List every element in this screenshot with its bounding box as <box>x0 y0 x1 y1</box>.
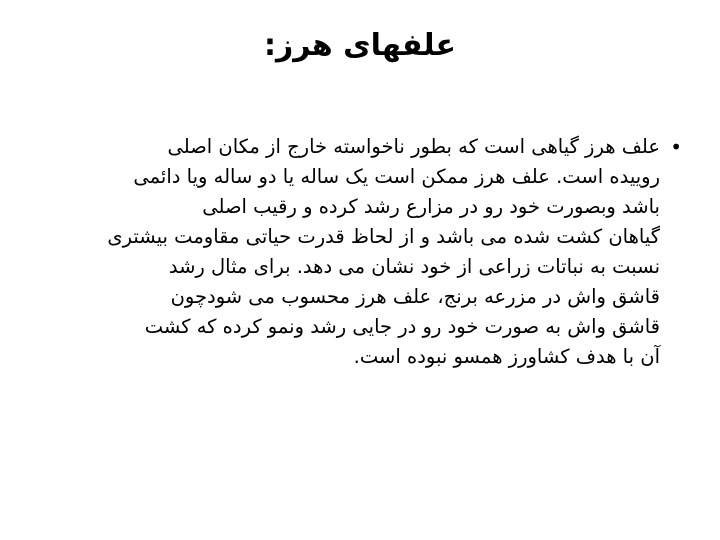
paragraph-line-7: قاشق واش به صورت خود رو در جایی رشد ونمو کرده که کشت <box>144 315 660 338</box>
paragraph-line-4: گیاهان کشت شده می باشد و از لحاظ قدرت حیاتی مقاومت بیشتری <box>107 225 660 248</box>
paragraph-line-8: آن با هدف کشاورز همسو نبوده است. <box>353 345 660 368</box>
paragraph-line-2: روییده است. علف هرز ممکن است یک ساله یا دو ساله ویا دائمی <box>133 165 660 188</box>
paragraph-line-1: علف هرز گیاهی است که بطور ناخواسته خارج از مکان اصلی <box>167 135 660 158</box>
paragraph-line-3: باشد وبصورت خود رو در مزارع رشد کرده و رقیب اصلی <box>202 195 660 218</box>
bullet-icon: • <box>670 135 682 159</box>
paragraph-line-5: نسبت به نباتات زراعی از خود نشان می دهد. برای مثال رشد <box>168 255 660 278</box>
bullet-paragraph <box>60 132 682 372</box>
slide-title: علفهای هرز: <box>263 28 457 63</box>
paragraph-line-6: قاشق واش در مزرعه برنج، علف هرز محسوب می شودچون <box>170 285 660 308</box>
